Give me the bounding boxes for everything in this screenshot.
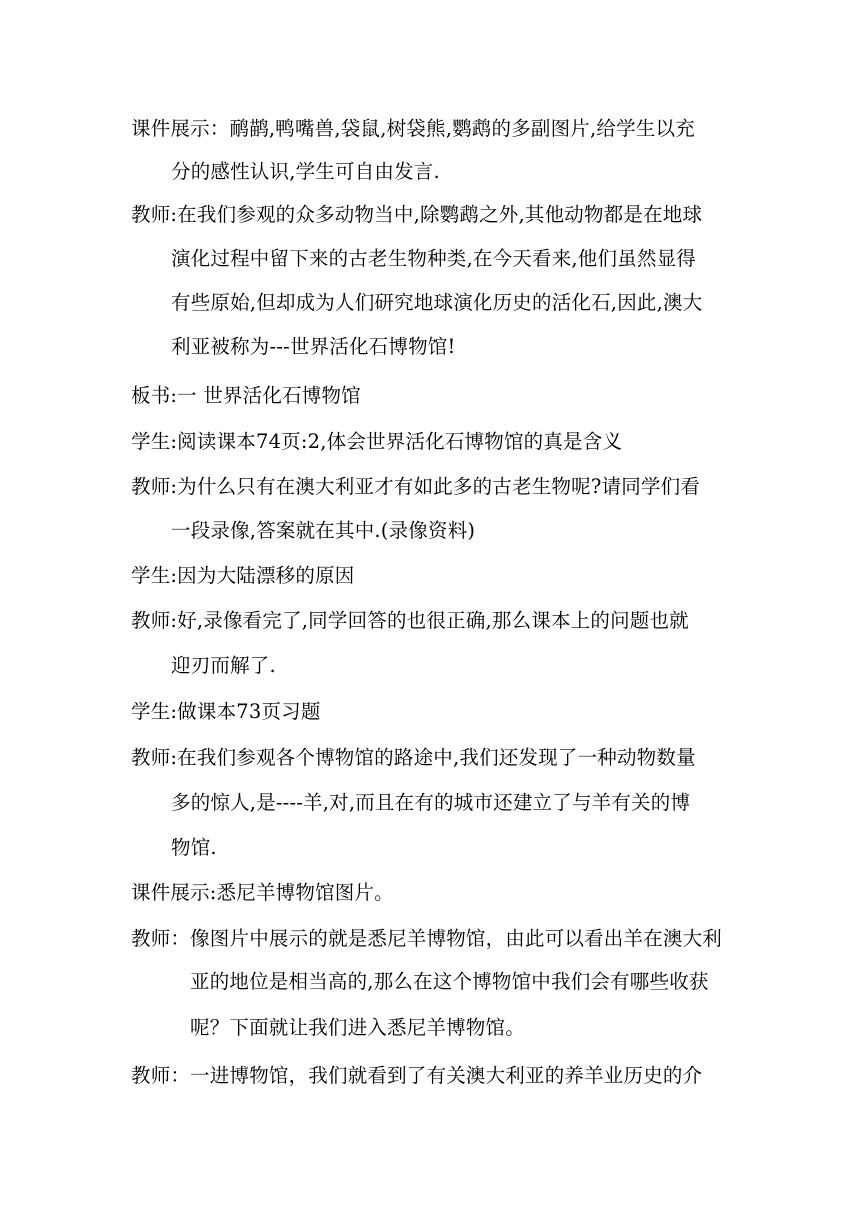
text-line: 多的惊人,是----羊,对,而且在有的城市还建立了与羊有关的博 [171, 791, 691, 814]
text-line: 教师:在我们参观各个博物馆的路途中,我们还发现了一种动物数量 [131, 746, 696, 769]
text-line: 呢？下面就让我们进入悉尼羊博物馆。 [190, 1016, 525, 1039]
text-line: 板书:一 世界活化石博物馆 [131, 384, 361, 407]
text-line: 课件展示:悉尼羊博物馆图片。 [131, 881, 394, 904]
text-line: 教师:为什么只有在澳大利亚才有如此多的古老生物呢?请同学们看 [131, 475, 701, 498]
text-line: 利亚被称为---世界活化石博物馆! [171, 335, 456, 358]
text-line: 一段录像,答案就在其中.(录像资料) [171, 519, 476, 542]
text-line: 教师:在我们参观的众多动物当中,除鹦鹉之外,其他动物都是在地球 [131, 203, 703, 226]
text-line: 教师：像图片中展示的就是悉尼羊博物馆，由此可以看出羊在澳大利 [131, 927, 723, 950]
text-line: 迎刃而解了. [171, 654, 276, 677]
text-line: 物馆. [171, 836, 217, 859]
text-line: 学生:因为大陆漂移的原因 [131, 564, 355, 587]
text-line: 课件展示：鸸鹋,鸭嘴兽,袋鼠,树袋熊,鹦鹉的多副图片,给学生以充 [131, 117, 695, 140]
text-line: 教师:好,录像看完了,同学回答的也很正确,那么课本上的问题也就 [131, 609, 689, 632]
text-line: 学生:做课本73页习题 [131, 700, 321, 723]
text-line: 学生:阅读课本74页:2,体会世界活化石博物馆的真是含义 [131, 430, 623, 453]
text-line: 有些原始,但却成为人们研究地球演化历史的活化石,因此,澳大 [171, 291, 703, 314]
text-line: 分的感性认识,学生可自由发言. [171, 160, 440, 183]
text-line: 教师：一进博物馆，我们就看到了有关澳大利亚的养羊业历史的介 [131, 1064, 703, 1087]
text-line: 演化过程中留下来的古老生物种类,在今天看来,他们虽然显得 [171, 247, 696, 270]
text-line: 亚的地位是相当高的,那么在这个博物馆中我们会有哪些收获 [190, 970, 709, 993]
